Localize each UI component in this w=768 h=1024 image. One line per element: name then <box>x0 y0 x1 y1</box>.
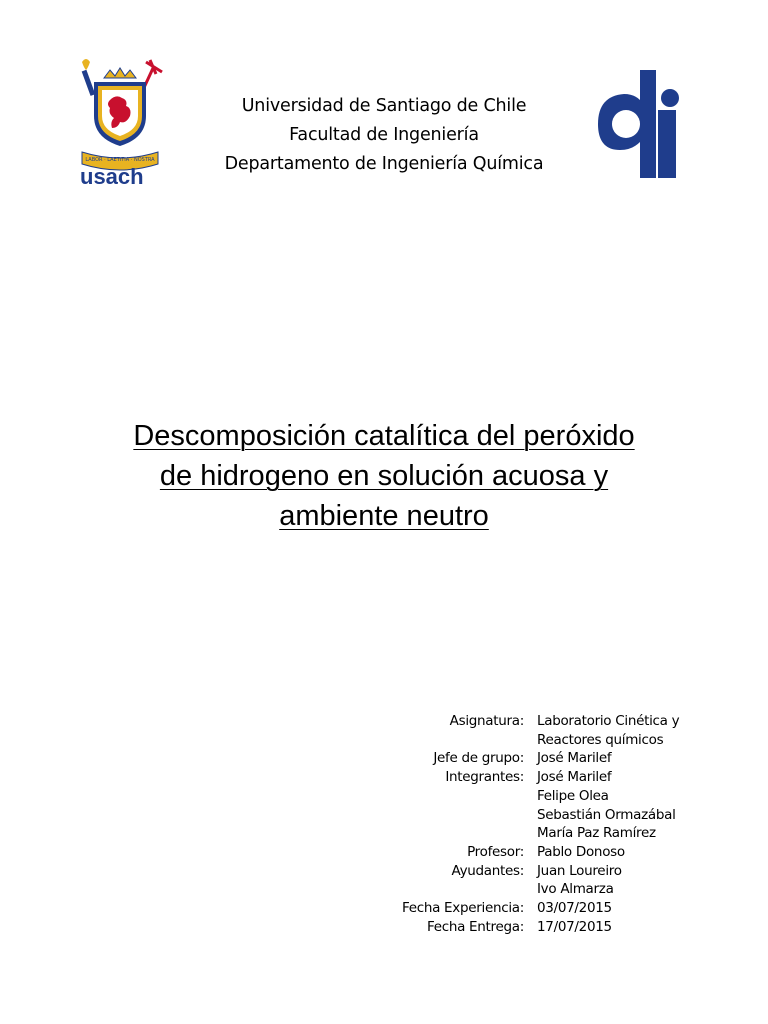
profesor-value: Pablo Donoso <box>537 843 625 860</box>
info-row-asignatura <box>360 712 707 731</box>
profesor-label: Profesor: <box>467 843 524 860</box>
svg-text:LABOR · LAETITIA · NOSTRA: LABOR · LAETITIA · NOSTRA <box>85 157 155 163</box>
asignatura-value-2: Reactores químicos <box>537 731 664 748</box>
info-row-integrantes <box>360 768 707 787</box>
title-line-2: de hidrogeno en solución acuosa y <box>159 460 609 492</box>
institution-header <box>200 92 568 179</box>
fecha-experiencia-label: Fecha Experiencia: <box>401 900 524 917</box>
info-row-integrante-3 <box>360 806 707 825</box>
integrante-item: Sebastián Ormazábal <box>537 806 676 823</box>
title-line-1: Descomposición catalítica del peróxido <box>133 420 635 452</box>
info-row-profesor <box>360 843 707 862</box>
info-row-ayudantes <box>360 862 707 881</box>
info-row-fecha-experiencia <box>360 899 707 918</box>
info-row-asignatura-cont <box>360 731 707 750</box>
jefe-label: Jefe de grupo: <box>433 750 524 767</box>
ayudante-item: Ivo Almarza <box>537 881 614 898</box>
info-row-integrante-4 <box>360 824 707 843</box>
fecha-entrega-value: 17/07/2015 <box>537 918 612 935</box>
info-row-integrante-2 <box>360 787 707 806</box>
fecha-experiencia-value: 03/07/2015 <box>537 900 612 917</box>
integrante-item: Felipe Olea <box>537 787 609 804</box>
ayudantes-label: Ayudantes: <box>451 862 524 879</box>
jefe-value: José Marilef <box>537 750 612 767</box>
usach-wordmark: usach <box>80 164 144 189</box>
report-title <box>100 416 668 536</box>
title-line-3: ambiente neutro <box>279 500 489 532</box>
integrantes-label: Integrantes: <box>445 769 524 786</box>
asignatura-label: Asignatura: <box>449 713 524 729</box>
department-name: Departamento de Ingeniería Química <box>224 154 544 174</box>
integrante-item: María Paz Ramírez <box>537 825 656 842</box>
integrante-item: José Marilef <box>537 769 612 786</box>
ayudante-item: Juan Loureiro <box>537 862 622 879</box>
info-row-ayudante-2 <box>360 880 707 899</box>
info-row-jefe <box>360 749 707 768</box>
faculty-name: Facultad de Ingeniería <box>289 125 479 145</box>
info-row-fecha-entrega <box>360 918 707 937</box>
fecha-entrega-label: Fecha Entrega: <box>426 918 524 935</box>
di-department-logo <box>596 66 682 182</box>
report-info-block <box>360 712 707 936</box>
asignatura-value-1: Laboratorio Cinética y <box>537 713 680 729</box>
university-name: Universidad de Santiago de Chile <box>241 96 527 116</box>
